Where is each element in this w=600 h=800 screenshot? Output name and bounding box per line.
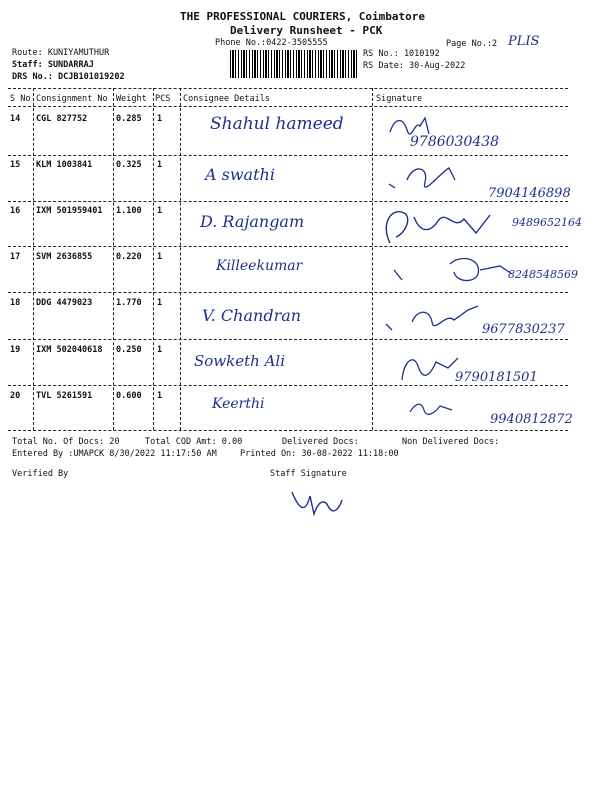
col-consignee: Consignee Details (183, 94, 270, 104)
signature-scribble (385, 162, 465, 196)
printed-on: Printed On: 30-08-2022 11:18:00 (240, 449, 399, 459)
company-name: THE PROFESSIONAL COURIERS, Coimbatore (180, 10, 426, 23)
signature-scribble (390, 252, 520, 288)
row-consignment: SVM 2636855 (36, 252, 93, 262)
row-consignment: CGL 827752 (36, 114, 88, 124)
barcode (230, 50, 358, 78)
entered-by: Entered By :UMAPCK 8/30/2022 11:17:50 AM (12, 449, 217, 459)
column-separator (153, 88, 154, 430)
staff-signature-scribble (288, 482, 348, 522)
table-header-rule (8, 106, 568, 107)
page-number: Page No.:2 (446, 39, 498, 49)
phone-number: Phone No.:0422-3505555 (215, 38, 328, 48)
signature-phone: 9489652164 (512, 216, 582, 229)
row-consignment: IXM 501959401 (36, 206, 103, 216)
row-sno: 17 (10, 252, 21, 262)
signature-phone: 9677830237 (482, 322, 565, 337)
rs-number: RS No.: 1010192 (363, 49, 440, 59)
signature-phone: 9790181501 (455, 370, 538, 385)
table-top-rule (8, 88, 568, 89)
col-signature: Signature (376, 94, 423, 104)
col-consignment: Consignment No (36, 94, 108, 104)
row-weight: 0.220 (116, 252, 142, 262)
column-separator (33, 88, 34, 430)
signature-phone: 8248548569 (508, 268, 578, 281)
row-sno: 16 (10, 206, 21, 216)
verified-by-label: Verified By (12, 469, 69, 479)
row-weight: 0.285 (116, 114, 142, 124)
row-consignment: IXM 502040618 (36, 345, 103, 355)
route-label: Route: KUNIYAMUTHUR (12, 48, 110, 58)
row-sno: 14 (10, 114, 21, 124)
col-sno: S No (10, 94, 31, 104)
col-weight: Weight (116, 94, 147, 104)
row-sno: 20 (10, 391, 21, 401)
signature-phone: 7904146898 (488, 186, 571, 201)
non-delivered-docs: Non Delivered Docs: (402, 437, 500, 447)
row-consignee: Shahul hameed (210, 114, 344, 134)
row-consignment: TVL 5261591 (36, 391, 93, 401)
row-pcs: 1 (157, 114, 163, 124)
staff-signature-label: Staff Signature (270, 469, 347, 479)
document-title: Delivery Runsheet - PCK (230, 24, 383, 37)
row-rule (8, 201, 568, 202)
page-handwritten-note: PLIS (508, 34, 540, 49)
row-consignee: Keerthi (212, 396, 265, 412)
row-rule (8, 385, 568, 386)
column-separator (113, 88, 114, 430)
total-docs: Total No. Of Docs: 20 (12, 437, 120, 447)
row-consignee: Killeekumar (216, 258, 303, 274)
row-weight: 1.100 (116, 206, 142, 216)
row-pcs: 1 (157, 345, 163, 355)
row-consignee: D. Rajangam (200, 212, 305, 231)
row-weight: 0.250 (116, 345, 142, 355)
signature-phone: 9940812872 (490, 412, 573, 427)
table-bottom-rule (8, 430, 568, 431)
rs-date: RS Date: 30-Aug-2022 (363, 61, 466, 71)
row-rule (8, 292, 568, 293)
signature-scribble (382, 300, 492, 336)
signature-scribble (406, 398, 466, 418)
row-pcs: 1 (157, 206, 163, 216)
column-separator (372, 88, 373, 430)
staff-label: Staff: SUNDARRAJ (12, 60, 94, 70)
row-pcs: 1 (157, 160, 163, 170)
signature-phone: 9786030438 (410, 134, 500, 150)
row-weight: 0.325 (116, 160, 142, 170)
col-pcs: PCS (155, 94, 171, 104)
row-rule (8, 339, 568, 340)
delivered-docs: Delivered Docs: (282, 437, 359, 447)
row-consignment: KLM 1003841 (36, 160, 93, 170)
row-consignment: DDG 4479023 (36, 298, 93, 308)
total-cod: Total COD Amt: 0.00 (145, 437, 243, 447)
row-rule (8, 155, 568, 156)
column-separator (180, 88, 181, 430)
row-rule (8, 246, 568, 247)
row-weight: 1.770 (116, 298, 142, 308)
row-pcs: 1 (157, 252, 163, 262)
row-consignee: Sowketh Ali (194, 352, 285, 370)
row-sno: 18 (10, 298, 21, 308)
drs-number: DRS No.: DCJB101019202 (12, 72, 125, 82)
row-consignee: A swathi (205, 165, 275, 184)
row-consignee: V. Chandran (202, 306, 302, 325)
row-pcs: 1 (157, 298, 163, 308)
row-weight: 0.600 (116, 391, 142, 401)
row-sno: 19 (10, 345, 21, 355)
row-sno: 15 (10, 160, 21, 170)
row-pcs: 1 (157, 391, 163, 401)
